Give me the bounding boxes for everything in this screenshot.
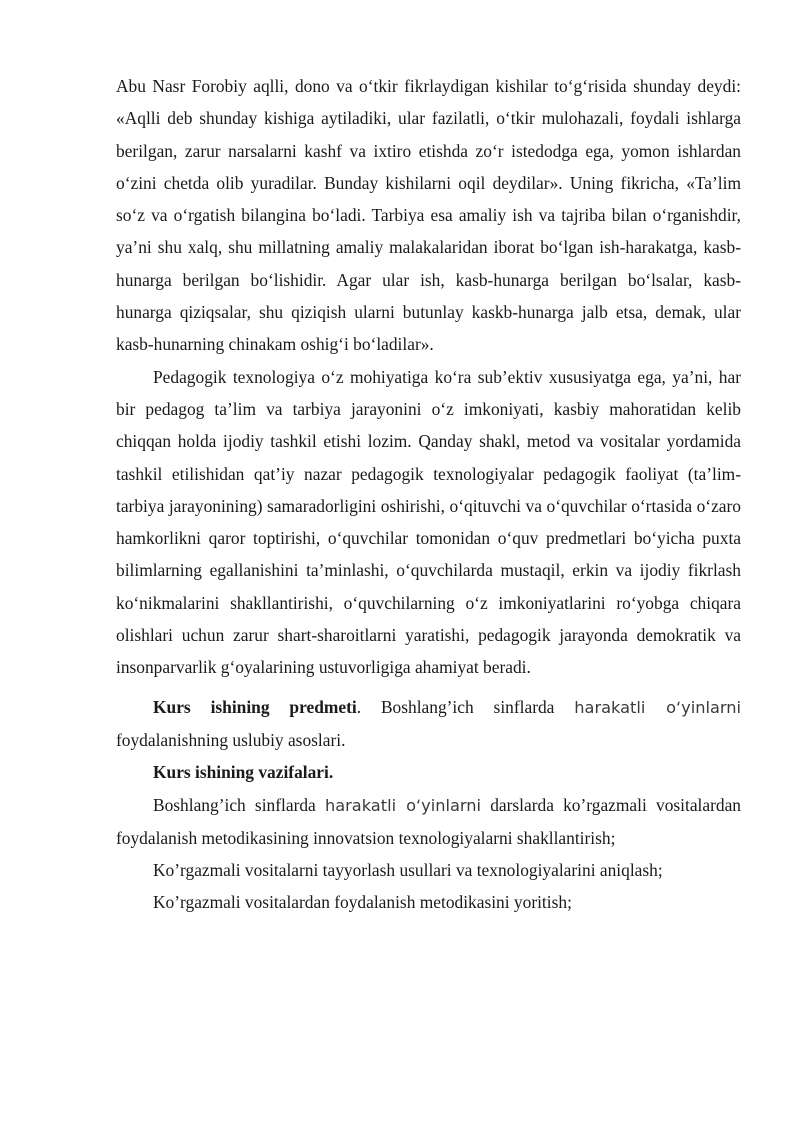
document-page bbox=[116, 70, 741, 919]
task-1-after: darslarda ko’rgazmali vositalardan foydalanish metodikasining innovatsion texnologiyalarni shakllantirish; bbox=[116, 794, 741, 848]
paragraph-course-subject bbox=[116, 691, 741, 757]
course-subject-label: Kurs ishining predmeti bbox=[153, 696, 357, 717]
paragraph-forobiy: Abu Nasr Forobiy aqlli, dono va o‘tkir fikrlaydigan kishilar to‘g‘risida shunday deydi: «Aqlli deb shunday kishiga aytiladiki, ular fazilatli, o‘tkir mulohazali, foydali ishlarga berilgan, zarur narsalarni kashf va ixtiro etishda zo‘r istedodga ega, yomon ishlardan o‘zini chetda olib yuradilar. Bunday kishilarni oqil deydilar». Uning fikricha, «Ta’lim so‘z va o‘rgatish bilangina bo‘ladi. Tarbiya esa amaliy ish va tajriba bilan o‘rganishdir, ya’ni shu xalq, shu millatning amaliy malakalaridan iborat bo‘lgan ish-harakatga, kasb- hunarga berilgan bo‘lishidir. Agar ular ish, kasb-hunarga berilgan bo‘lsalar, kasb- hunarga qiziqsalar, shu qiziqish ularni butunlay kaskb-hunarga jalb etsa, demak, ular kasb-hunarning chinakam oshig‘i bo‘ladilar». bbox=[116, 76, 741, 355]
course-subject-highlight: harakatli o‘yinlarni bbox=[574, 697, 741, 717]
tasks-heading-text: Kurs ishining vazifalari. bbox=[153, 762, 334, 783]
course-subject-intro: . Boshlang’ich sinflarda bbox=[356, 696, 575, 717]
task-item-3: Ko’rgazmali vositalardan foydalanish metodikasini yoritish; bbox=[153, 892, 572, 913]
paragraph-pedagogical-technology: Pedagogik texnologiya o‘z mohiyatiga ko‘ra sub’ektiv xususiyatga ega, ya’ni, har bir pedagog ta’lim va tarbiya jarayonini o‘z imkoniyati, kasbiy mahoratidan kelib chiqqan holda ijodiy tashkil etishi lozim. Qanday shakl, metod va vositalar yordamida tashkil etilishidan qat’iy nazar pedagogik texnologiyalar pedagogik faoliyat (ta’lim-tarbiya jarayonining) samaradorligini oshirishi, o‘qituvchi va o‘quvchilar o‘rtasida o‘zaro hamkorlikni qaror toptirishi, o‘quvchilar tomonidan o‘quv predmetlari bo‘yicha puxta bilimlarning egallanishini ta’minlashi, o‘quvchilarda mustaqil, erkin va ijodiy fikrlash ko‘nikmalarini shakllantirishi, o‘quvchilarning o‘z imkoniyatlarini ro‘yobga chiqara olishlari uchun zarur shart-sharoitlarni yaratishi, pedagogik jarayonda demokratik va insonparvarlik g‘oyalarining ustuvorligiga ahamiyat beradi. bbox=[116, 366, 741, 678]
task-1-highlight: harakatli o‘yinlarni bbox=[324, 795, 481, 815]
task-item-1 bbox=[116, 789, 741, 855]
task-item-2: Ko’rgazmali vositalarni tayyorlash usullari va texnologiyalarini aniqlash; bbox=[153, 860, 663, 881]
task-1-before: Boshlang’ich sinflarda bbox=[153, 794, 325, 815]
course-subject-rest: foydalanishning uslubiy asoslari. bbox=[116, 729, 346, 750]
tasks-heading bbox=[116, 756, 741, 788]
